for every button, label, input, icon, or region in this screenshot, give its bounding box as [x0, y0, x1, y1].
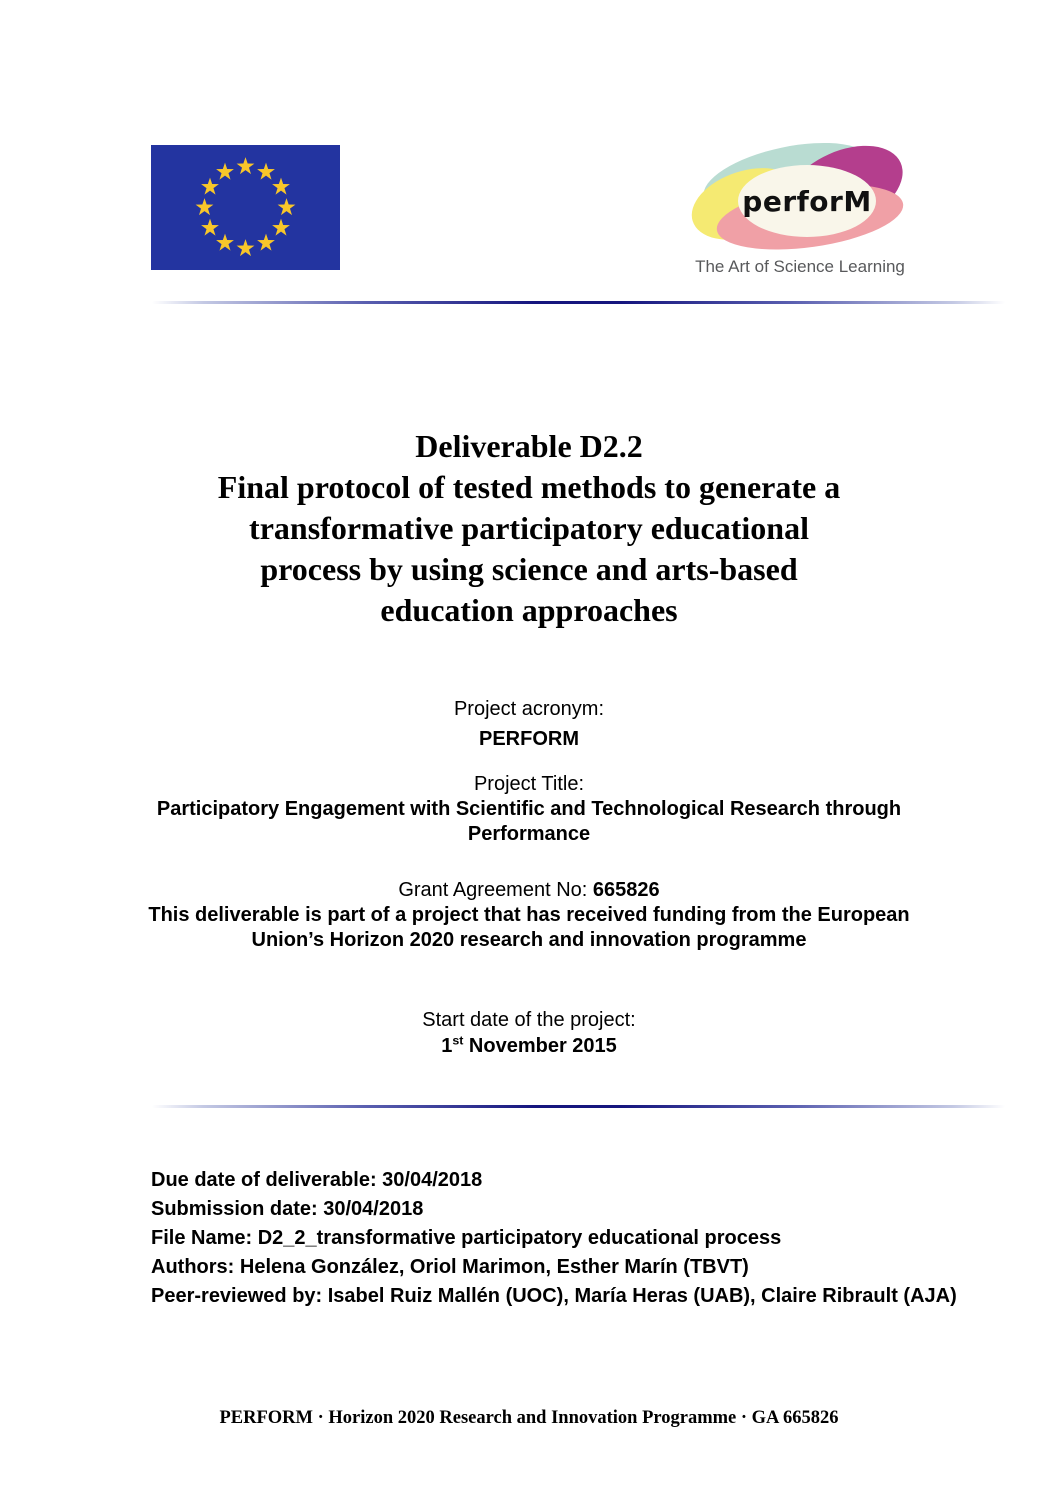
eu-flag-image: [151, 145, 340, 270]
perform-wordmark: perforM: [742, 184, 872, 218]
file-name-line: File Name: D2_2_transformative participatory educational process: [151, 1227, 782, 1249]
funding-statement-line1: This deliverable is part of a project that has received funding from the European: [148, 904, 910, 926]
logo-core-ellipse: [738, 165, 876, 237]
divider-top: [152, 301, 1005, 304]
title-line-2: Final protocol of tested methods to generate a: [217, 469, 841, 505]
authors-line: Authors: Helena González, Oriol Marimon, Esther Marín (TBVT): [151, 1256, 749, 1278]
grant-agreement-line: [0, 878, 1058, 903]
perform-logo: [694, 151, 906, 277]
start-date-block: [0, 1007, 1058, 1059]
due-date-line: Due date of deliverable: 30/04/2018: [151, 1169, 483, 1191]
start-date-label: Start date of the project:: [422, 1009, 636, 1031]
project-acronym-label: Project acronym:: [453, 698, 605, 720]
eu-flag: [151, 145, 340, 270]
project-acronym-value: PERFORM: [479, 728, 579, 750]
project-title-value-line1: Participatory Engagement with Scientific and Technological Research through: [156, 798, 902, 820]
start-date-day: 1: [441, 1035, 453, 1057]
project-title-value-line2: Performance: [467, 823, 591, 845]
divider-bottom: [152, 1105, 1005, 1108]
title-line-1: Deliverable D2.2: [415, 428, 643, 464]
project-title-block: [0, 772, 1058, 847]
start-date-ordinal: st: [452, 1033, 464, 1048]
submission-date-line: Submission date: 30/04/2018: [151, 1198, 424, 1220]
grant-agreement-block: [0, 878, 1058, 953]
title-line-5: education approaches: [380, 592, 678, 628]
header: [151, 145, 906, 277]
grant-agreement-label: Grant Agreement No:: [398, 879, 593, 901]
funding-statement-line2: Union’s Horizon 2020 research and innovation programme: [251, 929, 807, 951]
start-date-value: [0, 1033, 1058, 1059]
title-line-4: process by using science and arts-based: [260, 551, 798, 587]
perform-logo-mark: [694, 151, 906, 249]
grant-agreement-number: 665826: [592, 879, 660, 901]
logo-tagline: The Art of Science Learning: [695, 257, 905, 276]
footer-programme-line: PERFORM · Horizon 2020 Research and Innovation Programme · GA 665826: [219, 1408, 839, 1428]
title-line-3: transformative participatory educational: [249, 510, 809, 546]
start-date-month-year: November 2015: [463, 1035, 617, 1057]
peer-review-line: Peer-reviewed by: Isabel Ruiz Mallén (UOC), María Heras (UAB), Claire Ribrault (AJA): [151, 1285, 957, 1307]
deliverable-title: [0, 426, 1058, 631]
project-title-label: Project Title:: [473, 773, 585, 795]
project-acronym-block: [0, 694, 1058, 754]
deliverable-details: [151, 1166, 978, 1311]
